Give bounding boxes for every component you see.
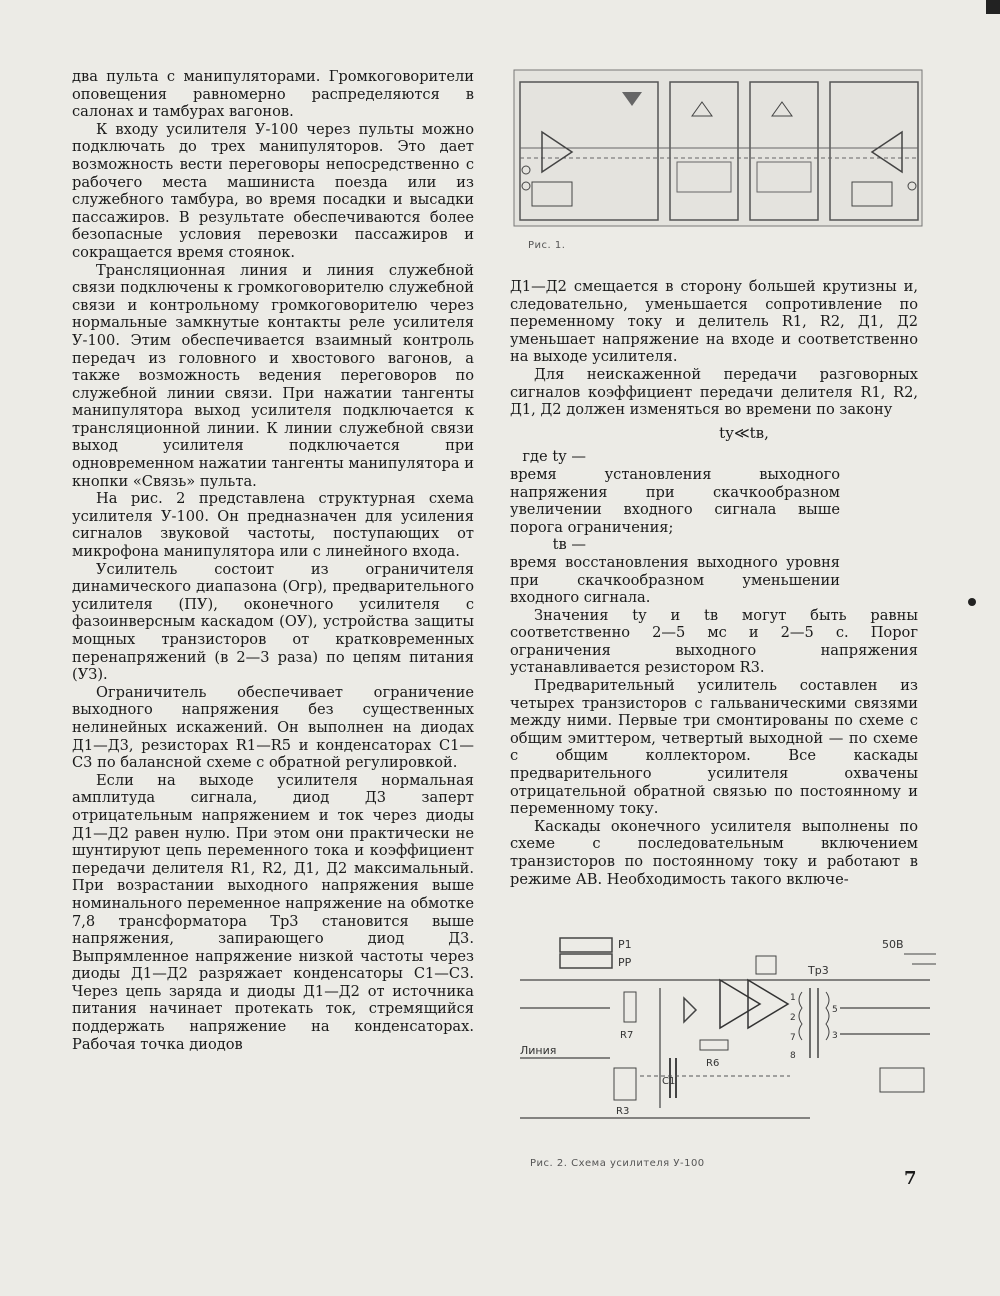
right-paragraph-1: Д1—Д2 смещается в сторону большей крутизны и, следовательно, уменьшается сопротивление по переменному току и делитель R1, R2, Д1, Д2 уменьшает напряжение на входе и соответственно на выходе усилителя. — [510, 278, 918, 366]
left-paragraph-4: На рис. 2 представлена структурная схема усилителя У-100. Он предназначен для усиления сигналов звуковой частоты, поступающих от микрофона манипулятора или с линейного входа. — [72, 490, 474, 561]
label-r6: R6 — [706, 1058, 720, 1069]
label-num7: 7 — [790, 1033, 796, 1043]
label-tr3: Тр3 — [808, 964, 829, 977]
left-paragraph-1: два пульта с манипуляторами. Громкоговорители оповещения равномерно распределяются в салонах и тамбурах вагонов. — [72, 68, 474, 121]
label-num1: 1 — [790, 993, 796, 1003]
right-column — [510, 278, 918, 888]
left-paragraph-2: К входу усилителя У-100 через пульты можно подключать до трех манипуляторов. Это дает возможность вести переговоры непосредственно с рабочего места машиниста поезда или из служебного тамбура, во время посадки и высадки пассажиров. В результате обеспечиваются более безопасные условия перевозки пассажиров и сокращается время стоянок. — [72, 120, 474, 261]
label-num8: 8 — [790, 1051, 796, 1061]
label-linia: Линия — [520, 1044, 557, 1057]
label-num5: 5 — [832, 1005, 838, 1015]
figure-1-caption: Рис. 1. — [528, 240, 566, 251]
definition-tv-text: время восстановления выходного уровня при скачкообразном уменьшении входного сигнала. — [510, 553, 840, 607]
figure-2-caption: Рис. 2. Схема усилителя У-100 — [530, 1158, 705, 1169]
left-paragraph-3: Трансляционная линия и линия служебной связи подключены к громкоговорителю служебной связи и контрольному громкоговорителю через нормальные замкнутые контакты реле усилителя У-100. Этим обеспечивается взаимный контроль передач из головного и хвостового вагонов, а также возможность ведения переговоров по служебной линии связи. При нажатии тангенты манипулятора выход усилителя подключается к трансляционной линии. К линии служебной связи выход усилителя подключается при одновременном нажатии тангенты манипулятора и кнопки «Связь» пульта. — [72, 261, 474, 490]
left-paragraph-5: Усилитель состоит из ограничителя динамического диапазона (Огр), предварительного усилителя (ПУ), оконечного усилителя с фазоинверсным каскадом (ОУ), устройства защиты мощных транзисторов от кратковременных перенапряжений (в 2—3 раза) по цепям питания (УЗ). — [72, 560, 474, 684]
scan-edge-mark — [986, 0, 1000, 14]
left-paragraph-6: Ограничитель обеспечивает ограничение выходного напряжения без существенных нелинейных искажений. Он выполнен на диодах Д1—Д3, резисторах R1—R5 и конденсаторах С1—С3 по балансной схеме с обратной регулировкой. — [72, 683, 474, 772]
label-r1: Р1 — [618, 938, 632, 951]
label-rp: РР — [618, 956, 632, 969]
label-num3: 3 — [832, 1031, 838, 1041]
figure-2-schematic — [520, 908, 940, 1148]
right-paragraph-5: Каскады оконечного усилителя выполнены по схеме с последовательным включением транзисторов по постоянному току и работают в режиме АВ. Необходимость такого включе- — [510, 817, 918, 888]
page-number: 7 — [904, 1168, 917, 1189]
formula: tу≪tв, — [719, 423, 769, 442]
label-num2: 2 — [790, 1013, 796, 1023]
definition-tv-term: tв — — [552, 536, 586, 554]
label-r7: R7 — [620, 1030, 634, 1041]
label-c1: С1 — [662, 1076, 676, 1087]
left-column — [72, 68, 474, 1053]
right-paragraph-4: Предварительный усилитель составлен из четырех транзисторов с гальваническими связями между ними. Первые три смонтированы по схеме с общим эмиттером, четвертый выходной — по схеме с общим коллектором. Все каскады предварительного усилителя охвачены отрицательной обратной связью по постоянному и переменному току. — [510, 677, 918, 818]
scan-dot — [968, 598, 976, 606]
label-50v: 50В — [882, 938, 904, 951]
definition-ty — [510, 448, 918, 536]
definition-tv — [510, 536, 918, 606]
definition-ty-text: время установления выходного напряжения при скачкообразном увеличении входного сигнала выше порога ограничения; — [510, 465, 840, 536]
definition-ty-term: где tу — — [522, 448, 586, 466]
left-paragraph-7: Если на выходе усилителя нормальная амплитуда сигнала, диод Д3 заперт отрицательным напряжением и ток через диоды Д1—Д2 равен нулю. При этом они практически не шунтируют цепь переменного тока и коэффициент передачи делителя R1, R2, Д1, Д2 максимальный. При возрастании выходного напряжения выше номинального переменное напряжение на обмотке 7,8 трансформатора Тр3 становится выше напряжения, запирающего диод Д3. Выпрямленное напряжение низкой частоты через диоды Д1—Д2 разряжает конденсаторы С1—С3. Через цепь заряда и диоды Д1—Д2 от источника питания начинает протекать ток, стремящийся поддержать напряжение на конденсаторах. Рабочая точка диодов — [72, 771, 474, 1053]
right-paragraph-2: Для неискаженной передачи разговорных сигналов коэффициент передачи делителя R1, R2, Д1, Д2 должен изменяться во времени по закону — [510, 365, 918, 419]
right-paragraph-3: Значения tу и tв могут быть равны соответственно 2—5 мс и 2—5 с. Порог ограничения выходного напряжения устанавливается резистором R3. — [510, 606, 918, 677]
figure-1-diagram — [512, 62, 924, 232]
label-r3: R3 — [616, 1106, 630, 1117]
